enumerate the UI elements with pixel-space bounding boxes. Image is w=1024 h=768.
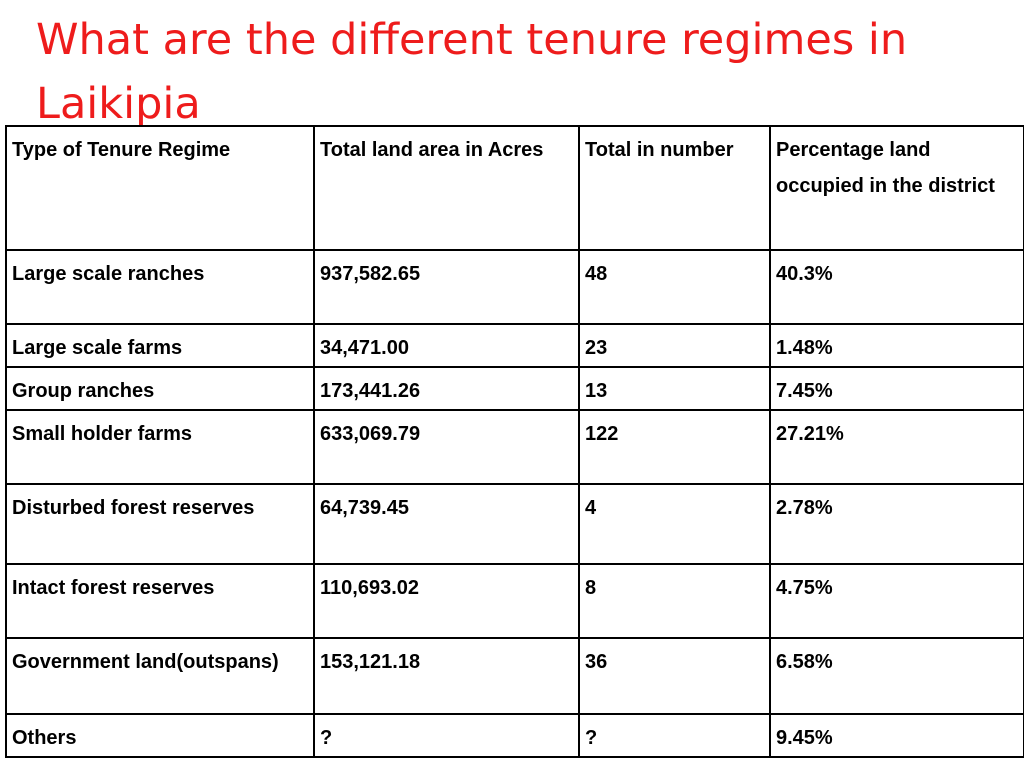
cell-percentage: 4.75% <box>770 564 1024 638</box>
cell-tenure-type: Others <box>6 714 314 757</box>
cell-tenure-type: Government land(outspans) <box>6 638 314 714</box>
cell-tenure-type: Disturbed forest reserves <box>6 484 314 564</box>
table-row <box>6 638 1024 714</box>
cell-total-number: 4 <box>579 484 770 564</box>
cell-land-area: 64,739.45 <box>314 484 579 564</box>
header-type-of-tenure-regime: Type of Tenure Regime <box>6 126 314 250</box>
cell-total-number: 36 <box>579 638 770 714</box>
cell-total-number: 122 <box>579 410 770 484</box>
cell-percentage: 9.45% <box>770 714 1024 757</box>
cell-total-number: ? <box>579 714 770 757</box>
table-row <box>6 324 1024 367</box>
cell-land-area: 153,121.18 <box>314 638 579 714</box>
cell-land-area: 34,471.00 <box>314 324 579 367</box>
header-total-in-number: Total in number <box>579 126 770 250</box>
tenure-regime-table <box>5 125 1024 758</box>
cell-land-area: 937,582.65 <box>314 250 579 324</box>
table-header-row <box>6 126 1024 250</box>
cell-percentage: 40.3% <box>770 250 1024 324</box>
cell-tenure-type: Large scale farms <box>6 324 314 367</box>
cell-percentage: 27.21% <box>770 410 1024 484</box>
cell-tenure-type: Large scale ranches <box>6 250 314 324</box>
cell-percentage: 2.78% <box>770 484 1024 564</box>
cell-total-number: 8 <box>579 564 770 638</box>
cell-percentage: 7.45% <box>770 367 1024 410</box>
cell-tenure-type: Small holder farms <box>6 410 314 484</box>
header-total-land-area: Total land area in Acres <box>314 126 579 250</box>
table-row <box>6 714 1024 757</box>
cell-total-number: 23 <box>579 324 770 367</box>
slide-title: What are the different tenure regimes in Laikipia <box>36 15 908 129</box>
table-row <box>6 484 1024 564</box>
cell-land-area: 110,693.02 <box>314 564 579 638</box>
cell-land-area: ? <box>314 714 579 757</box>
cell-total-number: 13 <box>579 367 770 410</box>
cell-tenure-type: Group ranches <box>6 367 314 410</box>
cell-total-number: 48 <box>579 250 770 324</box>
table-row <box>6 250 1024 324</box>
cell-land-area: 173,441.26 <box>314 367 579 410</box>
cell-land-area: 633,069.79 <box>314 410 579 484</box>
table-row <box>6 367 1024 410</box>
header-percentage-land: Percentage land occupied in the district <box>770 126 1024 250</box>
cell-percentage: 1.48% <box>770 324 1024 367</box>
cell-tenure-type: Intact forest reserves <box>6 564 314 638</box>
cell-percentage: 6.58% <box>770 638 1024 714</box>
table-row <box>6 564 1024 638</box>
table-row <box>6 410 1024 484</box>
